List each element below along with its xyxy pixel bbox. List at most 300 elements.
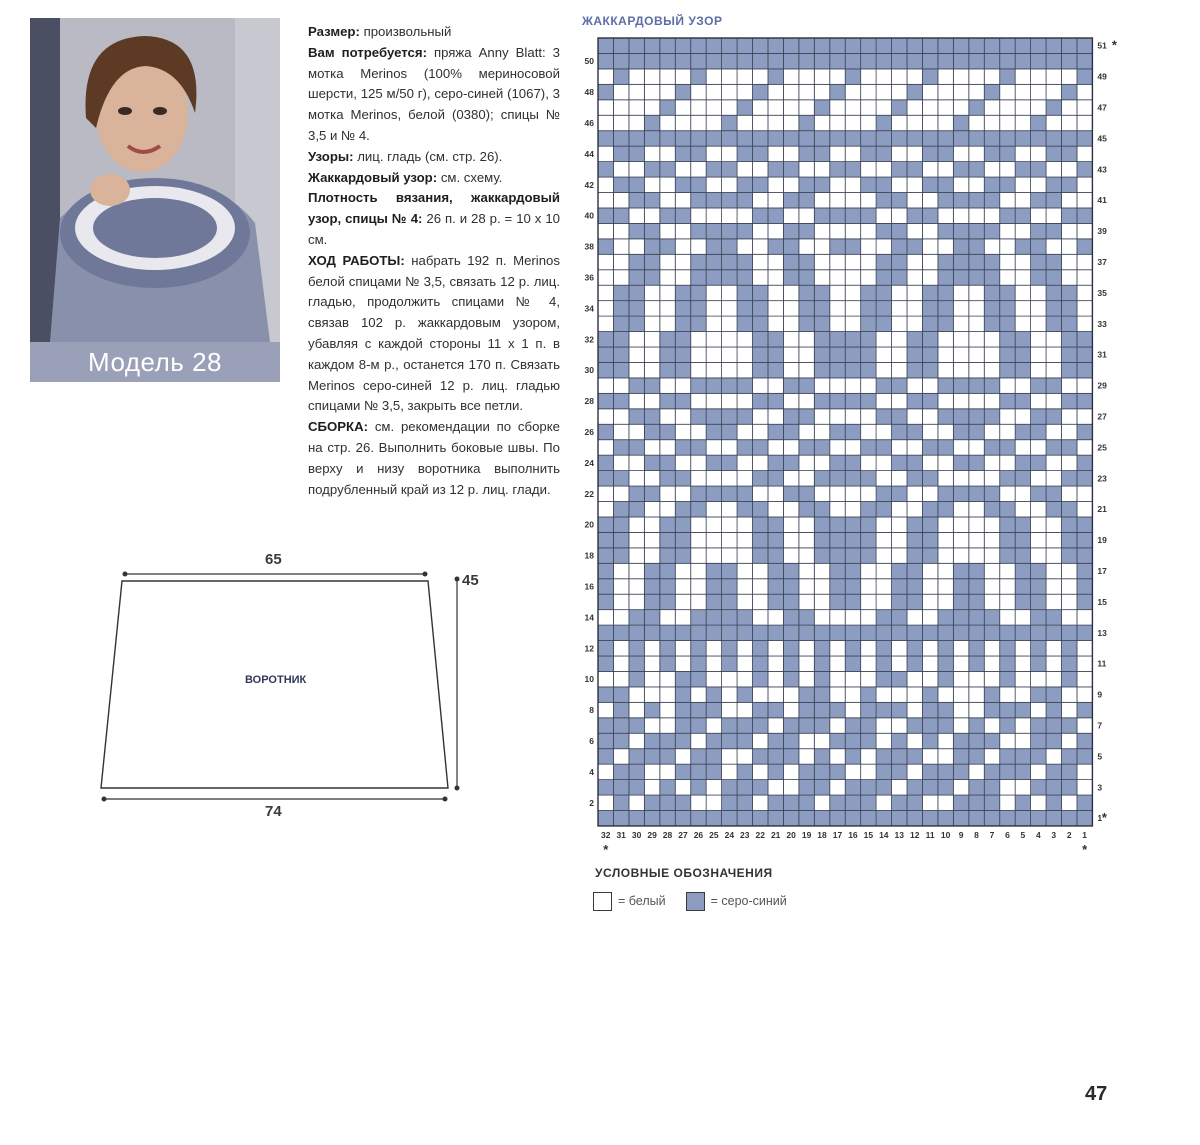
chart-cell [753, 718, 768, 733]
chart-cell [953, 532, 968, 547]
chart-cell [783, 347, 798, 362]
chart-cell [1077, 641, 1092, 656]
chart-cell [1062, 378, 1077, 393]
chart-cell [768, 223, 783, 238]
chart-cell [1077, 455, 1092, 470]
chart-cell [598, 780, 613, 795]
chart-cell [922, 718, 937, 733]
chart-cell [1031, 579, 1046, 594]
chart-cell [922, 795, 937, 810]
row-label-right: 43 [1097, 164, 1107, 175]
chart-cell [969, 177, 984, 192]
chart-cell [644, 424, 659, 439]
chart-cell [814, 486, 829, 501]
chart-cell [598, 84, 613, 99]
chart-cell [753, 84, 768, 99]
chart-cell [984, 193, 999, 208]
chart-cell [598, 517, 613, 532]
chart-cell [675, 811, 690, 826]
chart-cell [907, 702, 922, 717]
chart-cell [938, 208, 953, 223]
chart-cell [861, 239, 876, 254]
chart-cell [1077, 177, 1092, 192]
row-label-right: 49 [1097, 71, 1107, 82]
chart-cell [1000, 733, 1015, 748]
chart-cell [644, 795, 659, 810]
column-label: 6 [1005, 829, 1010, 840]
chart-cell [783, 162, 798, 177]
chart-cell [1077, 115, 1092, 130]
chart-cell [1000, 780, 1015, 795]
chart-cell [984, 548, 999, 563]
chart-cell [1077, 749, 1092, 764]
chart-cell [1000, 471, 1015, 486]
chart-cell [1046, 455, 1061, 470]
chart-cell [722, 579, 737, 594]
chart-cell [1062, 795, 1077, 810]
chart-cell [830, 162, 845, 177]
chart-cell [753, 301, 768, 316]
chart-cell [1046, 471, 1061, 486]
chart-cell [675, 84, 690, 99]
row-label-left: 42 [584, 179, 594, 190]
chart-cell [691, 115, 706, 130]
chart-cell [969, 239, 984, 254]
chart-cell [876, 38, 891, 53]
chart-cell [768, 795, 783, 810]
chart-cell [675, 285, 690, 300]
column-label: 20 [786, 829, 796, 840]
chart-cell [644, 223, 659, 238]
chart-cell [907, 440, 922, 455]
chart-cell [1031, 393, 1046, 408]
chart-cell [613, 471, 628, 486]
chart-cell [830, 780, 845, 795]
chart-cell [892, 764, 907, 779]
chart-cell [953, 254, 968, 269]
chart-cell [613, 563, 628, 578]
chart-cell [598, 563, 613, 578]
chart-cell [1062, 162, 1077, 177]
chart-cell [1062, 610, 1077, 625]
chart-cell [830, 733, 845, 748]
chart-cell [1046, 563, 1061, 578]
chart-cell [737, 393, 752, 408]
chart-cell [613, 84, 628, 99]
chart-cell [1015, 486, 1030, 501]
chart-cell [613, 594, 628, 609]
chart-cell [660, 84, 675, 99]
chart-cell [953, 424, 968, 439]
chart-cell [814, 502, 829, 517]
chart-cell [907, 393, 922, 408]
chart-cell [1015, 53, 1030, 68]
chart-cell [737, 625, 752, 640]
chart-cell [938, 131, 953, 146]
chart-cell [1046, 702, 1061, 717]
chart-cell [830, 254, 845, 269]
chart-cell [722, 69, 737, 84]
chart-cell [922, 378, 937, 393]
chart-cell [892, 53, 907, 68]
chart-cell [876, 332, 891, 347]
chart-cell [1062, 208, 1077, 223]
chart-cell [722, 795, 737, 810]
chart-cell [1000, 239, 1015, 254]
chart-cell [907, 455, 922, 470]
chart-cell [737, 162, 752, 177]
chart-cell [830, 548, 845, 563]
chart-cell [1000, 548, 1015, 563]
chart-cell [1015, 131, 1030, 146]
chart-cell [969, 455, 984, 470]
chart-cell [598, 378, 613, 393]
chart-cell [1000, 671, 1015, 686]
chart-cell [1046, 69, 1061, 84]
chart-cell [598, 208, 613, 223]
chart-cell [768, 301, 783, 316]
chart-cell [969, 671, 984, 686]
chart-cell [830, 332, 845, 347]
chart-cell [876, 671, 891, 686]
chart-cell [907, 270, 922, 285]
chart-cell [938, 285, 953, 300]
chart-cell [799, 38, 814, 53]
chart-cell [876, 764, 891, 779]
chart-cell [1015, 687, 1030, 702]
chart-cell [814, 177, 829, 192]
chart-cell [969, 146, 984, 161]
chart-cell [814, 254, 829, 269]
chart-cell [922, 223, 937, 238]
chart-cell [892, 301, 907, 316]
chart-cell [753, 53, 768, 68]
chart-cell [969, 38, 984, 53]
chart-cell [753, 687, 768, 702]
chart-cell [660, 193, 675, 208]
chart-cell [892, 332, 907, 347]
chart-cell [876, 393, 891, 408]
chart-cell [598, 625, 613, 640]
chart-cell [783, 594, 798, 609]
chart-cell [922, 115, 937, 130]
chart-cell [1046, 131, 1061, 146]
chart-cell [845, 254, 860, 269]
chart-cell [768, 409, 783, 424]
chart-cell [1031, 316, 1046, 331]
chart-cell [861, 563, 876, 578]
chart-cell [598, 424, 613, 439]
chart-cell [969, 193, 984, 208]
chart-cell [644, 486, 659, 501]
chart-cell [1077, 579, 1092, 594]
chart-cell [845, 409, 860, 424]
chart-cell [783, 811, 798, 826]
chart-cell [753, 409, 768, 424]
row-label-right: 5 [1097, 751, 1103, 762]
chart-cell [660, 764, 675, 779]
chart-cell [907, 687, 922, 702]
chart-cell [799, 641, 814, 656]
chart-cell [1077, 811, 1092, 826]
chart-cell [938, 393, 953, 408]
chart-cell [953, 146, 968, 161]
chart-cell [629, 223, 644, 238]
chart-cell [644, 764, 659, 779]
chart-cell [845, 332, 860, 347]
chart-cell [1077, 610, 1092, 625]
chart-cell [706, 347, 721, 362]
chart-cell [722, 424, 737, 439]
chart-cell [938, 486, 953, 501]
chart-cell [737, 440, 752, 455]
chart-cell [768, 347, 783, 362]
chart-cell [907, 162, 922, 177]
chart-cell [660, 517, 675, 532]
chart-cell [938, 332, 953, 347]
chart-cell [861, 69, 876, 84]
chart-cell [629, 455, 644, 470]
chart-cell [814, 347, 829, 362]
chart-cell [814, 69, 829, 84]
chart-cell [953, 131, 968, 146]
chart-cell [892, 347, 907, 362]
row-label-left: 32 [584, 334, 594, 345]
column-label: 30 [631, 829, 642, 840]
chart-cell [1077, 146, 1092, 161]
chart-cell [722, 332, 737, 347]
chart-cell [598, 254, 613, 269]
chart-cell [922, 532, 937, 547]
column-label: 32 [600, 829, 611, 840]
chart-cell [1077, 718, 1092, 733]
chart-cell [737, 100, 752, 115]
chart-cell [1000, 656, 1015, 671]
column-label: 12 [909, 829, 920, 840]
chart-cell [691, 69, 706, 84]
chart-cell [799, 563, 814, 578]
chart-cell [892, 424, 907, 439]
chart-cell [1077, 131, 1092, 146]
chart-cell [861, 532, 876, 547]
chart-cell [1077, 625, 1092, 640]
chart-cell [737, 270, 752, 285]
chart-cell [938, 409, 953, 424]
chart-cell [1062, 223, 1077, 238]
chart-cell [1015, 625, 1030, 640]
chart-cell [722, 362, 737, 377]
chart-cell [953, 795, 968, 810]
chart-cell [830, 440, 845, 455]
chart-cell [660, 671, 675, 686]
chart-cell [1062, 718, 1077, 733]
chart-cell [783, 471, 798, 486]
chart-cell [691, 610, 706, 625]
chart-cell [675, 532, 690, 547]
chart-cell [892, 811, 907, 826]
chart-cell [644, 409, 659, 424]
chart-cell [629, 656, 644, 671]
chart-cell [1077, 162, 1092, 177]
chart-cell [861, 53, 876, 68]
chart-cell [861, 347, 876, 362]
chart-cell [814, 53, 829, 68]
chart-cell [1077, 270, 1092, 285]
chart-cell [644, 702, 659, 717]
chart-cell [598, 656, 613, 671]
chart-cell [691, 53, 706, 68]
row-label-right: 27 [1097, 411, 1107, 422]
chart-cell [1046, 393, 1061, 408]
chart-cell [629, 378, 644, 393]
chart-cell [799, 548, 814, 563]
chart-cell [969, 764, 984, 779]
chart-cell [922, 38, 937, 53]
chart-cell [691, 239, 706, 254]
chart-cell [861, 193, 876, 208]
chart-cell [1000, 362, 1015, 377]
chart-cell [706, 594, 721, 609]
chart-cell [907, 795, 922, 810]
chart-cell [753, 795, 768, 810]
chart-cell [876, 177, 891, 192]
chart-cell [876, 301, 891, 316]
row-label-right: 15 [1097, 596, 1107, 607]
chart-cell [1077, 254, 1092, 269]
chart-cell [768, 69, 783, 84]
chart-cell [1077, 38, 1092, 53]
chart-cell [892, 687, 907, 702]
chart-cell [753, 764, 768, 779]
chart-cell [845, 347, 860, 362]
chart-cell [814, 687, 829, 702]
chart-cell [922, 301, 937, 316]
chart-cell [1031, 347, 1046, 362]
chart-cell [629, 671, 644, 686]
chart-cell [814, 548, 829, 563]
chart-cell [691, 641, 706, 656]
chart-cell [1062, 115, 1077, 130]
chart-cell [1000, 69, 1015, 84]
chart-cell [660, 378, 675, 393]
asterisk-marker: * [1111, 37, 1117, 53]
chart-cell [722, 393, 737, 408]
chart-cell [1062, 733, 1077, 748]
chart-cell [861, 811, 876, 826]
chart-cell [953, 594, 968, 609]
chart-cell [768, 362, 783, 377]
chart-cell [1077, 733, 1092, 748]
chart-cell [613, 532, 628, 547]
chart-cell [753, 347, 768, 362]
chart-cell [613, 146, 628, 161]
chart-cell [1062, 702, 1077, 717]
chart-cell [969, 486, 984, 501]
chart-cell [892, 285, 907, 300]
chart-cell [938, 301, 953, 316]
chart-cell [830, 656, 845, 671]
chart-cell [644, 532, 659, 547]
chart-cell [675, 455, 690, 470]
chart-cell [629, 548, 644, 563]
chart-cell [938, 38, 953, 53]
chart-cell [1031, 502, 1046, 517]
chart-cell [1015, 440, 1030, 455]
chart-cell [845, 455, 860, 470]
chart-cell [753, 177, 768, 192]
chart-cell [737, 409, 752, 424]
chart-cell [984, 239, 999, 254]
chart-cell [753, 517, 768, 532]
chart-cell [845, 115, 860, 130]
chart-cell [737, 316, 752, 331]
chart-cell [768, 811, 783, 826]
chart-cell [1077, 440, 1092, 455]
row-label-right: 37 [1097, 257, 1107, 268]
chart-cell [938, 69, 953, 84]
chart-cell [845, 749, 860, 764]
chart-cell [783, 146, 798, 161]
chart-cell [892, 625, 907, 640]
chart-cell [768, 270, 783, 285]
chart-cell [737, 502, 752, 517]
chart-cell [1062, 579, 1077, 594]
chart-cell [799, 69, 814, 84]
chart-cell [922, 193, 937, 208]
chart-cell [1062, 316, 1077, 331]
chart-cell [629, 53, 644, 68]
chart-cell [984, 733, 999, 748]
chart-cell [753, 254, 768, 269]
chart-cell [922, 687, 937, 702]
chart-cell [969, 378, 984, 393]
chart-cell [1046, 502, 1061, 517]
chart-cell [861, 656, 876, 671]
chart-cell [814, 594, 829, 609]
chart-cell [737, 378, 752, 393]
chart-cell [722, 208, 737, 223]
chart-cell [830, 347, 845, 362]
chart-cell [629, 131, 644, 146]
chart-cell [660, 455, 675, 470]
chart-cell [861, 177, 876, 192]
chart-cell [1046, 378, 1061, 393]
chart-cell [629, 440, 644, 455]
chart-cell [938, 146, 953, 161]
chart-cell [691, 517, 706, 532]
chart-cell [799, 579, 814, 594]
chart-cell [938, 193, 953, 208]
chart-cell [1015, 610, 1030, 625]
chart-cell [737, 424, 752, 439]
chart-cell [861, 486, 876, 501]
chart-cell [783, 208, 798, 223]
page-number: 47 [1085, 1083, 1108, 1105]
chart-cell [969, 69, 984, 84]
chart-cell [737, 610, 752, 625]
chart-cell [907, 239, 922, 254]
chart-cell [1031, 69, 1046, 84]
chart-cell [953, 486, 968, 501]
chart-cell [938, 471, 953, 486]
chart-cell [845, 502, 860, 517]
chart-cell [830, 641, 845, 656]
chart-cell [613, 780, 628, 795]
chart-cell [737, 811, 752, 826]
chart-cell [892, 270, 907, 285]
chart-cell [953, 84, 968, 99]
chart-cell [1077, 69, 1092, 84]
